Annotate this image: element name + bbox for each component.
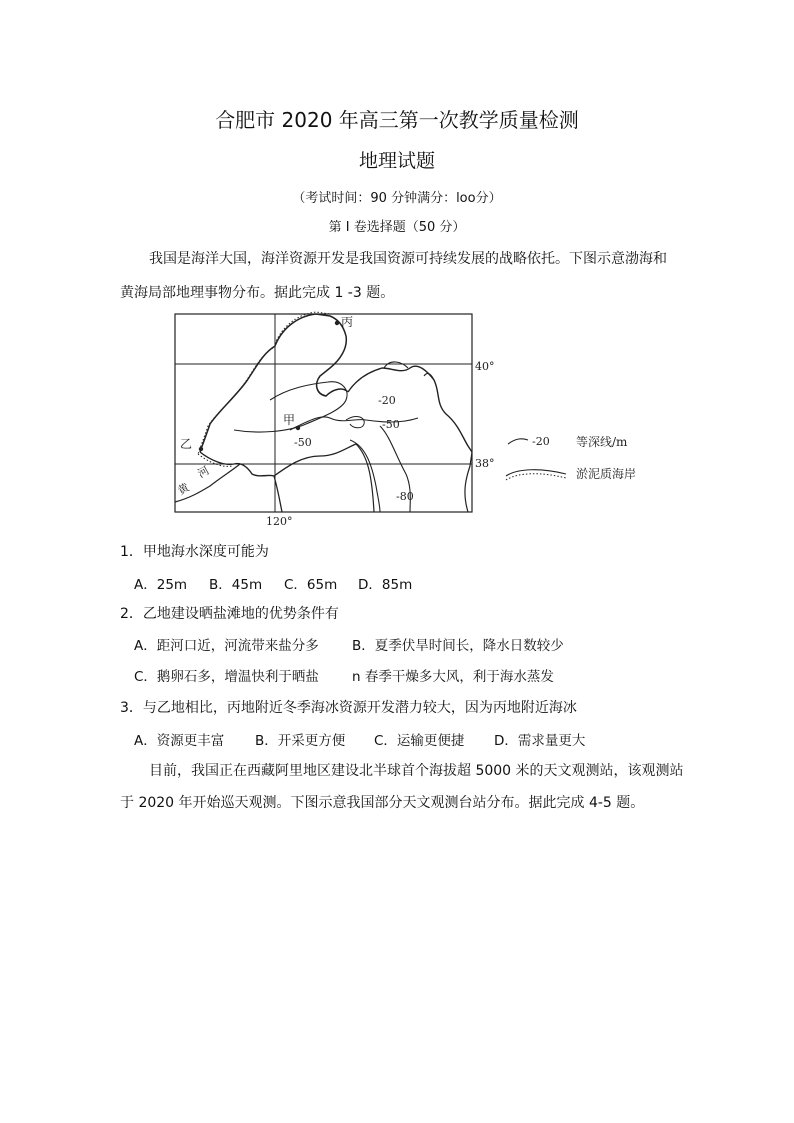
- q1-option-c: C．65m: [284, 577, 338, 593]
- q1-option-d: D．85m: [358, 577, 413, 593]
- intro2-line1: 目前，我国正在西藏阿里地区建设北半球首个海拔超 5000 米的天文观测站，该观测站: [149, 763, 684, 779]
- q3-option-a: A．资源更丰富: [134, 733, 225, 749]
- isobath-50-south: [350, 440, 380, 512]
- liaodong-east-coast: [348, 366, 472, 452]
- west-bohai-coast: [200, 346, 275, 452]
- question-3-stem: 3．与乙地相比，丙地附近冬季海冰资源开发潜力较大，因为丙地附近海冰: [120, 700, 577, 716]
- exam-info: （考试时间：90 分钟满分：loo分）: [292, 191, 502, 206]
- q1-option-b: B．45m: [209, 577, 263, 593]
- coast-detail-1: [384, 362, 408, 368]
- q1-option-a: A．25m: [134, 577, 188, 593]
- question-1-stem: 1．甲地海水深度可能为: [120, 544, 269, 560]
- isobath-label-20: -20: [378, 394, 396, 407]
- label-bing: 丙: [341, 315, 354, 329]
- liaodong-coast: [275, 314, 348, 396]
- q2-option-d: n 春季干燥多大风，利于海水蒸发: [352, 669, 554, 685]
- page-title: 合肥市 2020 年高三第一次教学质量检测: [215, 108, 579, 132]
- isobath-label-50-b: -50: [382, 418, 400, 431]
- legend-mud-coast-label: 淤泥质海岸: [576, 467, 637, 481]
- isobath-label-80: -80: [396, 490, 414, 503]
- shandong-peninsula-north: [274, 444, 356, 476]
- lon-label-120: 120°: [266, 515, 293, 528]
- korea-coast: [465, 452, 472, 512]
- section-heading: 第 I 卷选择题（50 分）: [328, 220, 466, 235]
- subject-title: 地理试题: [358, 150, 435, 172]
- isobath-label-50-a: -50: [294, 436, 312, 449]
- intro1-line2: 黄海局部地理事物分布。据此完成 1 -3 题。: [120, 285, 395, 301]
- label-he: 河: [195, 463, 212, 481]
- question-2-stem: 2．乙地建设晒盐滩地的优势条件有: [120, 606, 339, 622]
- q2-option-b: B．夏季伏旱时间长，降水日数较少: [352, 638, 564, 654]
- intro1-line1: 我国是海洋大国，海洋资源开发是我国资源可持续发展的战略依托。下图示意渤海和: [149, 251, 667, 267]
- intro2-line2: 于 2020 年开始巡天观测。下图示意我国部分天文观测台站分布。据此完成 4-5 题。: [120, 795, 645, 811]
- label-jia: 甲: [283, 413, 296, 427]
- legend-isobath-line: [508, 439, 528, 444]
- q2-option-a: A．距河口近，河流带来盐分多: [134, 638, 319, 654]
- q2-option-c: C．鹅卵石多，增温快利于晒盐: [134, 669, 319, 685]
- isobath-50-loop: [346, 417, 364, 428]
- legend-isobath-label: 等深线/m: [576, 435, 628, 449]
- legend-isobath-sample: -20: [532, 435, 550, 448]
- yi-marker: [199, 447, 203, 451]
- label-huang: 黄: [175, 480, 192, 498]
- q3-option-c: C．运输更便捷: [374, 733, 465, 749]
- label-yi: 乙: [180, 437, 193, 451]
- legend-mud-line-2: [506, 474, 566, 480]
- q3-option-d: D．需求量更大: [494, 733, 586, 749]
- lat-label-40: 40°: [475, 360, 495, 373]
- bing-marker: [335, 321, 339, 325]
- lat-label-38: 38°: [475, 457, 495, 470]
- q3-option-b: B．开采更方便: [255, 733, 346, 749]
- jia-marker: [296, 426, 300, 430]
- bohai-yellow-sea-map: [170, 306, 670, 532]
- legend-mud-line-1: [506, 470, 566, 476]
